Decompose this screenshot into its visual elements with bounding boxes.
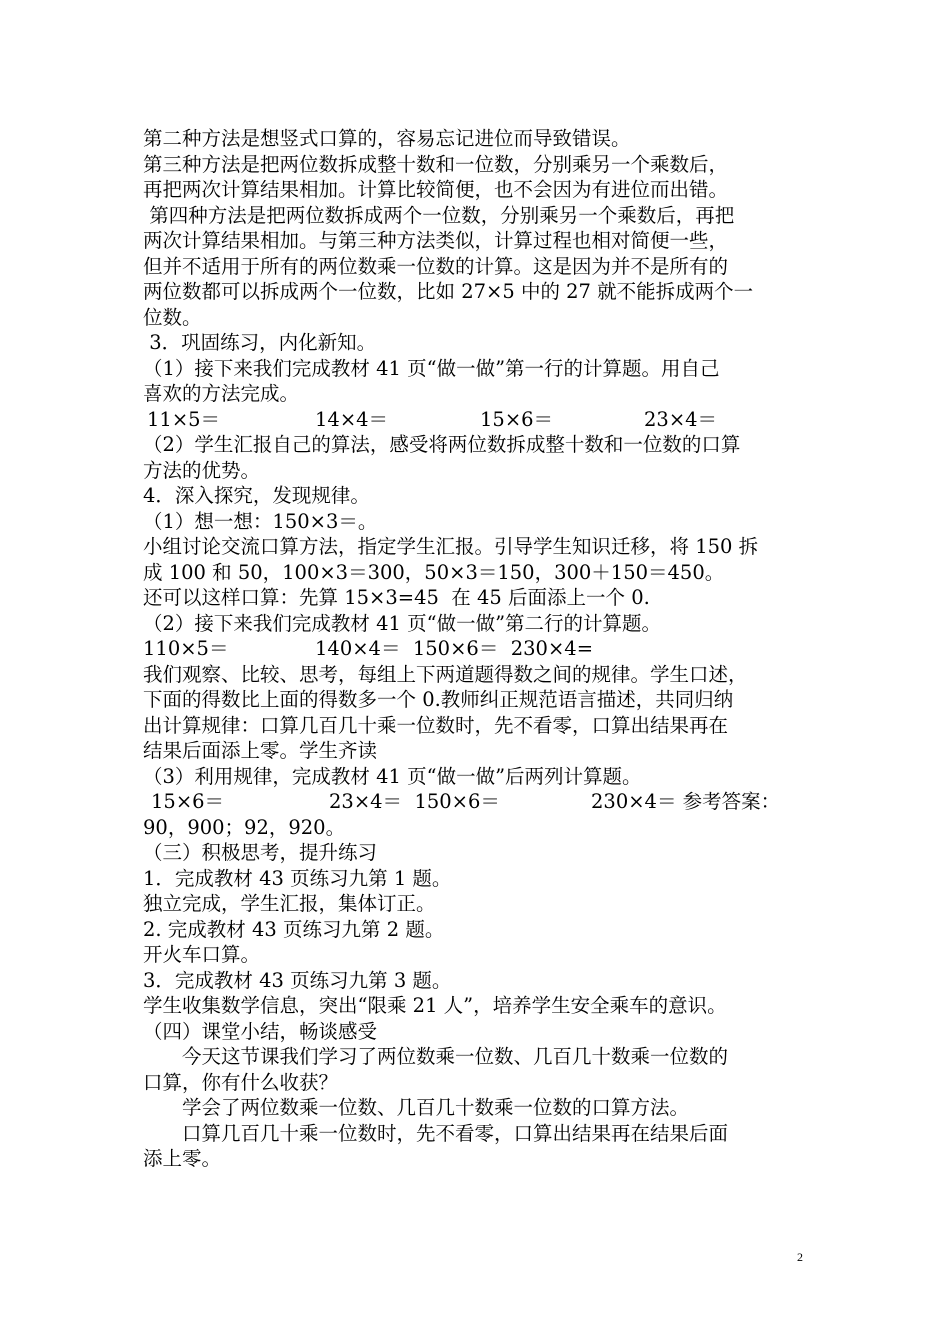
text-line: 位数。 [143, 305, 202, 329]
text-line: 学生收集数学信息，突出“限乘 21 人”，培养学生安全乘车的意识。 [143, 994, 727, 1017]
text-line: 第四种方法是把两位数拆成两个一位数，分别乘另一个乘数后，再把 [143, 203, 735, 227]
text-line: 3．完成教材 43 页练习九第 3 题。 [143, 968, 452, 992]
text-line: 独立完成，学生汇报，集体订正。 [143, 892, 436, 915]
text-line: 还可以这样口算：先算 15×3=45 在 45 后面添上一个 0. [143, 586, 650, 609]
text-line: 结果后面添上零。学生齐读 [143, 739, 378, 762]
text-line: 添上零。 [143, 1147, 222, 1170]
text-line: 90，900；92，920。 [143, 815, 346, 839]
text-line: 喜欢的方法完成。 [143, 382, 300, 405]
text-line: 但并不适用于所有的两位数乘一位数的计算。这是因为并不是所有的 [143, 254, 729, 278]
text-line: 再把两次计算结果相加。计算比较简便，也不会因为有进位而出错。 [143, 178, 729, 201]
text-line: 口算几百几十乘一位数时，先不看零，口算出结果再在结果后面 [182, 1121, 729, 1145]
calculation-item: 230×4＝ 参考答案： [591, 790, 781, 813]
text-line: 第三种方法是把两位数拆成整十数和一位数，分别乘另一个乘数后， [143, 152, 729, 176]
text-line: （2）接下来我们完成教材 41 页“做一做”第二行的计算题。 [143, 611, 662, 635]
text-line: 出计算规律：口算几百几十乘一位数时，先不看零，口算出结果再在 [143, 713, 729, 737]
text-line: 1．完成教材 43 页练习九第 1 题。 [143, 866, 452, 890]
calculation-item: 23×4＝ 150×6＝ [329, 790, 500, 813]
section-heading: （三）积极思考，提升练习 [143, 841, 378, 864]
calculation-item: 140×4＝ 150×6＝ 230×4= [315, 637, 594, 660]
section-heading: 3．巩固练习，内化新知。 [143, 331, 377, 354]
page-number: 2 [797, 1250, 803, 1264]
text-line: 两次计算结果相加。与第三种方法类似，计算过程也相对简便一些， [143, 229, 729, 252]
calculation-item: 110×5＝ [143, 637, 229, 660]
document-page [143, 126, 815, 1172]
text-line: 下面的得数比上面的得数多一个 0.教师纠正规范语言描述，共同归纳 [143, 688, 734, 711]
text-line: 小组讨论交流口算方法，指定学生汇报。引导学生知识迁移，将 150 拆 [143, 535, 759, 558]
calculation-item: 11×5＝ [147, 407, 221, 431]
text-line: 学会了两位数乘一位数、几百几十数乘一位数的口算方法。 [182, 1096, 690, 1119]
text-line: 成 100 和 50，100×3＝300，50×3＝150，300＋150＝450。 [143, 560, 725, 584]
section-heading: 4．深入探究，发现规律。 [143, 484, 370, 507]
calculation-row [143, 789, 815, 815]
calculation-item: 15×6＝ [151, 790, 225, 813]
calculation-row [143, 407, 815, 433]
calculation-item: 15×6＝ [480, 407, 554, 431]
text-line: （1）接下来我们完成教材 41 页“做一做”第一行的计算题。用自己 [143, 356, 720, 380]
text-line: 今天这节课我们学习了两位数乘一位数、几百几十数乘一位数的 [182, 1045, 729, 1068]
text-line: （3）利用规律，完成教材 41 页“做一做”后两列计算题。 [143, 764, 642, 788]
text-line: 方法的优势。 [143, 458, 261, 482]
text-line: 2. 完成教材 43 页练习九第 2 题。 [143, 917, 445, 941]
text-line: （1）想一想：150×3＝。 [143, 509, 378, 533]
text-line: 我们观察、比较、思考，每组上下两道题得数之间的规律。学生口述， [143, 662, 748, 686]
text-line: 开火车口算。 [143, 943, 261, 966]
text-line: 两位数都可以拆成两个一位数，比如 27×5 中的 27 就不能拆成两个一 [143, 280, 754, 303]
section-heading: （四）课堂小结，畅谈感受 [143, 1019, 378, 1043]
calculation-row [143, 636, 815, 662]
text-line: （2）学生汇报自己的算法，感受将两位数拆成整十数和一位数的口算 [143, 433, 741, 456]
text-line: 口算，你有什么收获？ [143, 1070, 339, 1094]
calculation-item: 14×4＝ [315, 407, 389, 431]
calculation-item: 23×4＝ [644, 407, 718, 431]
text-line: 第二种方法是想竖式口算的，容易忘记进位而导致错误。 [143, 127, 631, 150]
